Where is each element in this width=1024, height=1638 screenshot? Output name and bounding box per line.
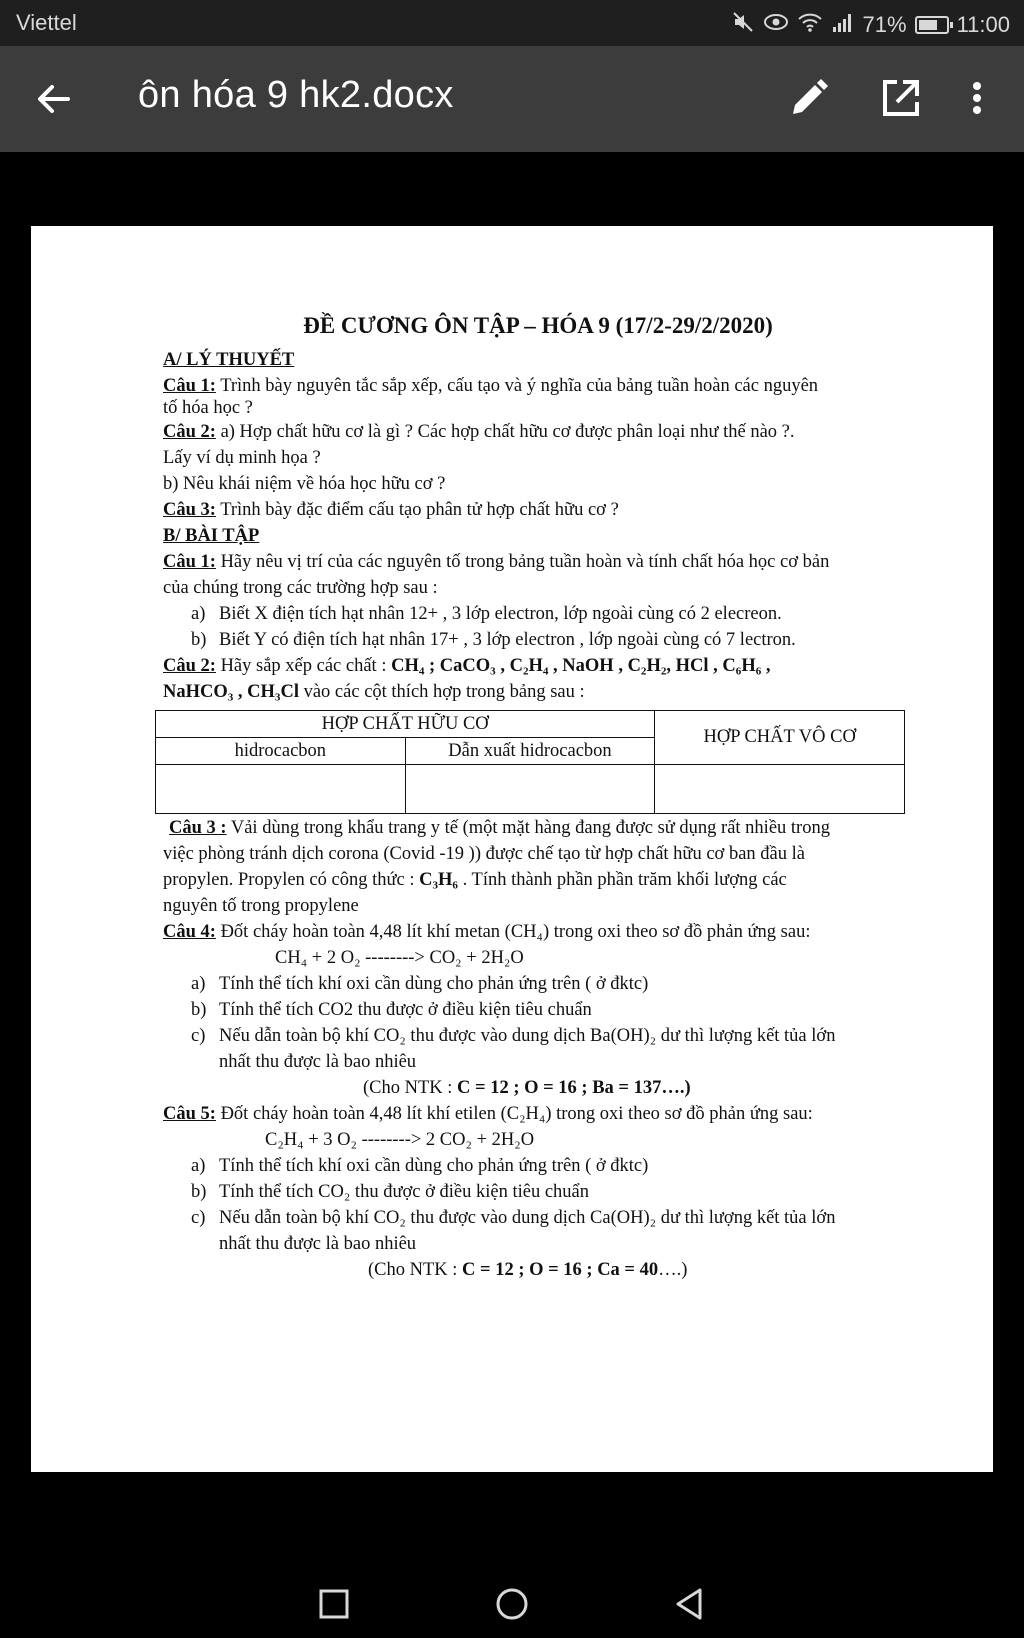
- document-title: ôn hóa 9 hk2.docx: [138, 74, 454, 116]
- table-header-hydrocarbon: hidrocacbon: [156, 738, 406, 765]
- b-question-3: Câu 3 : Vải dùng trong khẩu trang y tế (một mặt hàng đang được sử dụng rất nhiều trong: [169, 818, 830, 838]
- status-bar: [0, 0, 1024, 46]
- b-question-4-c-cont: nhất thu được là bao nhiêu: [219, 1052, 417, 1072]
- b-question-4: Câu 4: Đốt cháy hoàn toàn 4,48 lít khí metan (CH₄) trong oxi theo sơ đồ phản ứng sau:: [163, 922, 811, 942]
- a-question-1: Câu 1: Trình bày nguyên tắc sắp xếp, cấu tạo và ý nghĩa của bảng tuần hoàn các nguyên: [163, 376, 819, 396]
- mute-icon: [731, 10, 755, 39]
- table-header-derivative: Dẫn xuất hidrocacbon: [405, 738, 655, 765]
- b-question-2: Câu 2: Hãy sắp xếp các chất : CH₄ ; CaCO₃ , C₂H₄ , NaOH , C₂H₂, HCl , C₆H₆ ,: [163, 656, 771, 676]
- a-question-2-cont: Lấy ví dụ minh họa ?: [163, 448, 321, 468]
- b-question-1-a: a) Biết X điện tích hạt nhân 12+ , 3 lớp electron, lớp ngoài cùng có 2 elecreon.: [191, 604, 782, 624]
- b-question-4-a: a) Tính thể tích khí oxi cần dùng cho phản ứng trên ( ở đktc): [191, 974, 649, 994]
- a-question-3: Câu 3: Trình bày đặc điểm cấu tạo phân tử hợp chất hữu cơ ?: [163, 500, 619, 520]
- edit-pencil-icon[interactable]: [785, 74, 833, 122]
- a-question-2-b: b) Nêu khái niệm về hóa học hữu cơ ?: [163, 474, 446, 494]
- status-icons: [731, 10, 1010, 39]
- back-arrow-icon[interactable]: [30, 76, 80, 122]
- b-question-4-c: c) Nếu dẫn toàn bộ khí CO₂ thu được vào dung dịch Ba(OH)₂ dư thì lượng kết tủa lớn: [191, 1026, 836, 1046]
- b-question-3-cont2: propylen. Propylen có công thức : C₃H₆ . Tính thành phần phần trăm khối lượng các: [163, 870, 787, 890]
- b-question-5-c: c) Nếu dẫn toàn bộ khí CO₂ thu được vào dung dịch Ca(OH)₂ dư thì lượng kết tủa lớn: [191, 1208, 836, 1228]
- b-question-5-a: a) Tính thể tích khí oxi cần dùng cho phản ứng trên ( ở đktc): [191, 1156, 649, 1176]
- battery-icon: [915, 16, 949, 34]
- b-question-5-c-cont: nhất thu được là bao nhiêu: [219, 1234, 417, 1254]
- b-question-4-b: b) Tính thể tích CO2 thu được ở điều kiện tiêu chuẩn: [191, 1000, 592, 1020]
- eye-comfort-icon: [763, 10, 789, 39]
- section-a-heading: A/ LÝ THUYẾT: [163, 350, 295, 370]
- doc-title: ĐỀ CƯƠNG ÔN TẬP – HÓA 9 (17/2-29/2/2020): [303, 313, 773, 338]
- b-question-5-b: b) Tính thể tích CO₂ thu được ở điều kiện tiêu chuẩn: [191, 1182, 589, 1202]
- table-cell-empty: [655, 765, 905, 814]
- wifi-icon: [797, 10, 823, 39]
- b-question-3-cont: việc phòng tránh dịch corona (Covid -19 )) được chế tạo từ hợp chất hữu cơ ban đầu là: [163, 844, 805, 864]
- signal-icon: [831, 11, 855, 38]
- carrier-name: Viettel: [16, 10, 77, 35]
- home-circle-icon[interactable]: [492, 1584, 532, 1624]
- back-triangle-icon[interactable]: [670, 1584, 710, 1624]
- b-question-1: Câu 1: Hãy nêu vị trí của các nguyên tố trong bảng tuần hoàn và tính chất hóa học cơ bản: [163, 552, 830, 572]
- b-question-5: Câu 5: Đốt cháy hoàn toàn 4,48 lít khí etilen (C₂H₄) trong oxi theo sơ đồ phản ứng sau:: [163, 1104, 813, 1124]
- b-question-2-cont: NaHCO₃ , CH₃Cl vào các cột thích hợp trong bảng sau :: [163, 682, 585, 702]
- table-cell-empty: [405, 765, 655, 814]
- section-b-heading: B/ BÀI TẬP: [163, 526, 260, 546]
- a-question-2: Câu 2: a) Hợp chất hữu cơ là gì ? Các hợp chất hữu cơ được phân loại như thế nào ?.: [163, 422, 795, 442]
- battery-percent: 71%: [862, 11, 907, 37]
- app-bar: [0, 46, 1024, 152]
- recents-square-icon[interactable]: [314, 1584, 354, 1624]
- document-page: [31, 226, 993, 1472]
- classification-table: [155, 710, 905, 814]
- clock: 11:00: [956, 11, 1010, 37]
- b-question-1-cont: của chúng trong các trường hợp sau :: [163, 578, 438, 598]
- table-cell-empty: [156, 765, 406, 814]
- system-nav-bar: [0, 1570, 1024, 1638]
- b-question-4-ntk: (Cho NTK : C = 12 ; O = 16 ; Ba = 137….): [363, 1078, 691, 1098]
- table-header-organic: HỢP CHẤT HỮU CƠ: [156, 711, 655, 738]
- b-question-4-equation: CH₄ + 2 O₂ --------> CO₂ + 2H₂O: [275, 948, 524, 968]
- b-question-5-ntk: (Cho NTK : C = 12 ; O = 16 ; Ca = 40….): [368, 1260, 688, 1280]
- b-question-3-cont3: nguyên tố trong propylene: [163, 896, 359, 916]
- a-question-1-cont: tố hóa học ?: [163, 398, 253, 418]
- open-external-icon[interactable]: [877, 74, 925, 122]
- b-question-1-b: b) Biết Y có điện tích hạt nhân 17+ , 3 lớp electron , lớp ngoài cùng có 7 lectron.: [191, 630, 796, 650]
- table-header-inorganic: HỢP CHẤT VÔ CƠ: [655, 711, 905, 765]
- b-question-5-equation: C₂H₄ + 3 O₂ --------> 2 CO₂ + 2H₂O: [265, 1130, 535, 1150]
- more-options-icon[interactable]: [957, 74, 997, 122]
